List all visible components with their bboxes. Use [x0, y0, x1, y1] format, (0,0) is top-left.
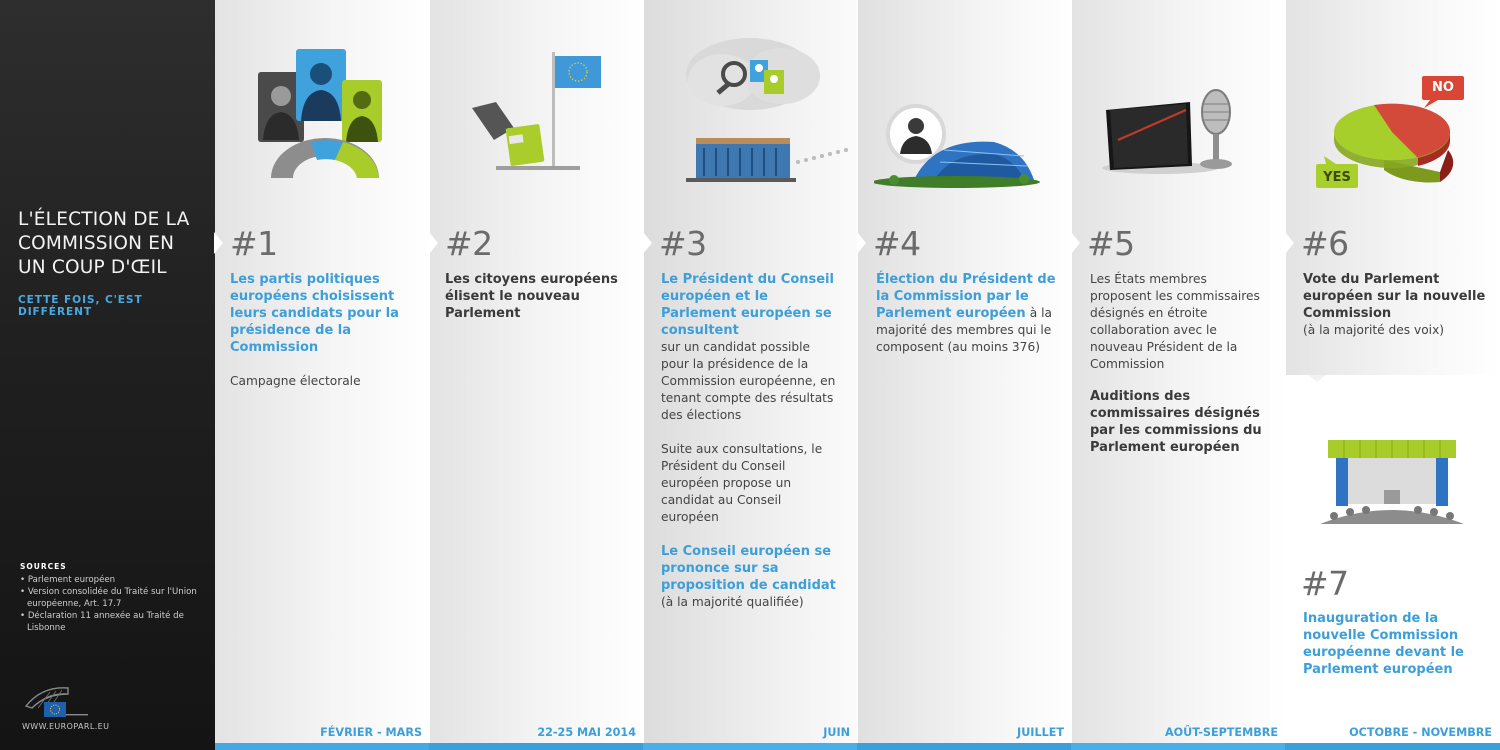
step-number: #5 [1087, 224, 1135, 263]
sources-block [20, 562, 210, 634]
step-arrow [429, 232, 438, 254]
step-arrow [214, 232, 223, 254]
step-1-column [215, 0, 430, 743]
step-text: Les États membres proposent les commissaires désignés en étroite collaboration avec le nouveau Président de la Commission [1090, 272, 1260, 371]
step-description [230, 271, 405, 407]
step-date: OCTOBRE - NOVEMBRE [1349, 726, 1492, 739]
sidebar [0, 0, 215, 750]
ballot-box-eu-flag-icon [470, 48, 610, 178]
step-2-column [430, 0, 644, 743]
step-date: AOÛT-SEPTEMBRE [1165, 726, 1278, 739]
step-description [445, 271, 625, 339]
step-arrow [857, 232, 866, 254]
step-number: #6 [1301, 224, 1349, 263]
step-text-3: (à la majorité qualifiée) [661, 595, 804, 609]
european-parliament-logo-icon [22, 678, 94, 722]
step-date: JUIN [823, 726, 850, 739]
source-item: • Version consolidée du Traité sur l'Union européenne, Art. 17.7 [20, 586, 210, 610]
step-description [1303, 610, 1483, 678]
step-text: sur un candidat possible pour la présidence de la Commission européenne, en tenant compte des résultats des élections [661, 340, 836, 422]
step-highlight: Élection du Président de la Commission par le Parlement européen [876, 272, 1056, 321]
source-item: • Déclaration 11 annexée au Traité de Lisbonne [20, 610, 210, 634]
page-title: L'ÉLECTION DE LA COMMISSION EN UN COUP D'ŒIL [18, 209, 190, 278]
folder-microphone-icon [1100, 80, 1260, 180]
step-date: JUILLET [1017, 726, 1064, 739]
site-link[interactable]: WWW.EUROPARL.EU [22, 722, 110, 731]
step-bold-text: Auditions des commissaires désignés par les commissions du Parlement européen [1090, 389, 1262, 455]
step-description [876, 271, 1056, 356]
step-arrow [1285, 232, 1294, 254]
step-date: 22-25 MAI 2014 [537, 726, 636, 739]
step-bold-text: Vote du Parlement européen sur la nouvelle Commission [1303, 272, 1486, 321]
step-arrow [643, 232, 652, 254]
timeline-bar [215, 743, 1500, 750]
step-highlight: Les partis politiques européens choisissent leurs candidats pour la présidence de la Commission [230, 272, 399, 355]
step-5-column [1072, 0, 1286, 743]
step-text-2: Suite aux consultations, le Président du Conseil européen propose un candidat au Conseil européen [661, 442, 823, 524]
sources-heading: SOURCES [20, 562, 67, 571]
step-6-column [1286, 0, 1500, 743]
candidates-hemicycle-icon [255, 44, 395, 184]
step-divider-arrow [1308, 375, 1326, 382]
step-date: FÉVRIER - MARS [320, 726, 422, 739]
step-text: à la majorité des membres qui le composent (au moins 376) [876, 306, 1052, 354]
step-highlight: Inauguration de la nouvelle Commission européenne devant le Parlement européen [1303, 611, 1464, 677]
step-description [1303, 271, 1488, 339]
step-description [1090, 271, 1272, 473]
consultation-cloud-building-icon [682, 30, 862, 190]
step-4-column [858, 0, 1072, 743]
page-subtitle: CETTE FOIS, C'EST DIFFÉRENT [18, 294, 143, 318]
step-3-column [644, 0, 858, 743]
step-text: Campagne électorale [230, 374, 361, 388]
step-number: #7 [1301, 564, 1349, 603]
step-number: #3 [659, 224, 707, 263]
step-arrow [1071, 232, 1080, 254]
step-highlight-2: Le Conseil européen se prononce sur sa proposition de candidat [661, 544, 836, 593]
source-item: • Parlement européen [20, 574, 210, 586]
step-bold-text: Les citoyens européens élisent le nouveau Parlement [445, 272, 618, 321]
step-number: #4 [873, 224, 921, 263]
parliament-building-candidate-icon [874, 100, 1044, 190]
step-number: #1 [230, 224, 278, 263]
step-highlight: Le Président du Conseil européen et le Parlement européen se consultent [661, 272, 834, 338]
step-description [661, 271, 841, 611]
yes-label: YES [1323, 170, 1351, 185]
plenary-hall-icon [1320, 436, 1464, 528]
step-number: #2 [445, 224, 493, 263]
no-label: NO [1432, 80, 1454, 95]
step-text: (à la majorité des voix) [1303, 323, 1445, 337]
